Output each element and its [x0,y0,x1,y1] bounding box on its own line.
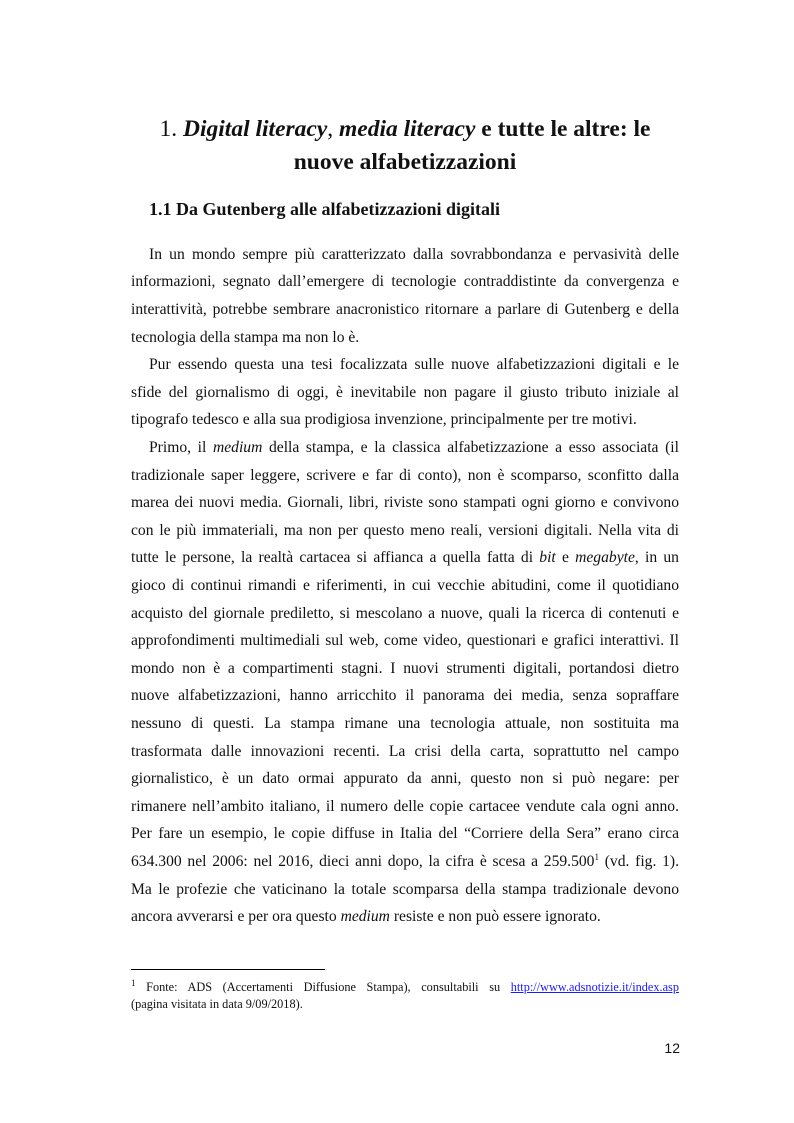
body-line: gioco di continui rimandi e riferimenti, in cui vecchie abitudini, come il quotidiano [131,577,679,594]
footnote-marker: 1 [131,977,136,988]
page-number: 12 [664,1040,680,1056]
chapter-number: 1. [159,116,178,142]
footnote-ref[interactable]: 1 [594,851,599,862]
chapter-title [130,113,680,179]
chapter-title-comma: , [327,116,334,142]
body-line: trasformata dalle innovazioni recenti. La crisi della carta, soprattutto nel campo [131,743,679,760]
text-fragment: resiste e non può essere ignorato. [393,908,601,925]
chapter-title-line2: nuove alfabetizzazioni [293,149,517,175]
text-fragment: tutte le persone, la realtà cartacea si affianca a quella fatta di [131,549,534,566]
chapter-title-media-literacy: media literacy [339,116,476,142]
body-line: tipografo tedesco e alla sua prodigiosa invenzione, principalmente per tre motivi. [131,411,637,428]
text-fragment: 634.300 nel 2006: nel 2016, dieci anni dopo, la cifra è scesa a 259.500 [131,853,595,870]
italic-term: megabyte [575,549,635,566]
text-fragment: ancora avverarsi e per ora questo [131,908,337,925]
body-line: nuove alfabetizzazioni, hanno arricchito il panorama dei media, senza sopraffare [131,687,679,704]
body-line: acquisto del giornale prediletto, si mescolano a nuove, quali la ricerca di contenuti e [131,605,679,622]
body-line [131,901,679,933]
body-line: interattività, potrebbe sembrare anacronistico ritornare a parlare di Gutenberg e della [131,301,679,318]
body-line: giornalistico, è un dato ormai appurato da anni, questo non si può negare: per [131,770,679,787]
text-fragment: , in un [634,549,679,566]
body-line: marea dei nuovi media. Giornali, libri, riviste sono stampati ogni giorno e convivono [131,494,679,511]
footnote-divider [131,969,325,970]
text-fragment: della stampa, e la classica alfabetizzazione a esso associata (il [268,439,679,456]
body-line: approfondimenti multimediali sul web, come video, questionari e grafici interattivi. Il [131,632,679,649]
body-line: rimanere nell’ambito italiano, il numero delle copie cartacee vendute cala ogni anno. [131,798,679,815]
body-line: Ma le profezie che vaticinano la totale scomparsa della stampa tradizionale devono [131,881,679,898]
body-line: con le più immateriali, ma non per questo meno reali, versioni digitali. Nella vita di [131,522,679,539]
footnote-line2: (pagina visitata in data 9/09/2018). [131,997,303,1011]
italic-term: medium [212,439,263,456]
footnote-text: Fonte: ADS (Accertamenti Diffusione Stampa), consultabili su [146,980,501,994]
body-line: tecnologia della stampa ma non lo è. [131,329,360,346]
italic-term: medium [340,908,390,925]
text-fragment: e [561,549,569,566]
body-line: sfide del giornalismo di oggi, è inevitabile non pagare il giusto tributo iniziale al [131,384,679,401]
chapter-title-digital-literacy: Digital literacy [183,116,328,142]
footnote [131,979,679,996]
body-line: nessuno di questi. La stampa rimane una tecnologia attuale, non sostituita ma [131,715,679,732]
body-line: informazioni, segnato dall’emergere di tecnologie contraddistinte da convergenza e [131,273,679,290]
text-fragment: Primo, il [149,439,207,456]
body-line: mondo non è a compartimenti stagni. I nuovi strumenti digitali, portandosi dietro [131,660,679,677]
italic-term: bit [539,549,556,566]
footnote-link[interactable]: http://www.adsnotizie.it/index.asp [510,980,679,994]
body-line: Pur essendo questa una tesi focalizzata sulle nuove alfabetizzazioni digitali e le [149,356,679,373]
section-title: 1.1 Da Gutenberg alle alfabetizzazioni digitali [149,199,500,219]
chapter-title-rest: e tutte le altre: le [481,116,651,142]
body-line: tradizionale saper leggere, scrivere e far di conto), non è scomparso, sconfitto dalla [131,467,679,484]
body-line: In un mondo sempre più caratterizzato dalla sovrabbondanza e pervasività delle [149,246,679,263]
text-fragment: (vd. fig. 1). [604,853,680,870]
body-line: Per fare un esempio, le copie diffuse in Italia del “Corriere della Sera” erano circa [131,825,679,842]
